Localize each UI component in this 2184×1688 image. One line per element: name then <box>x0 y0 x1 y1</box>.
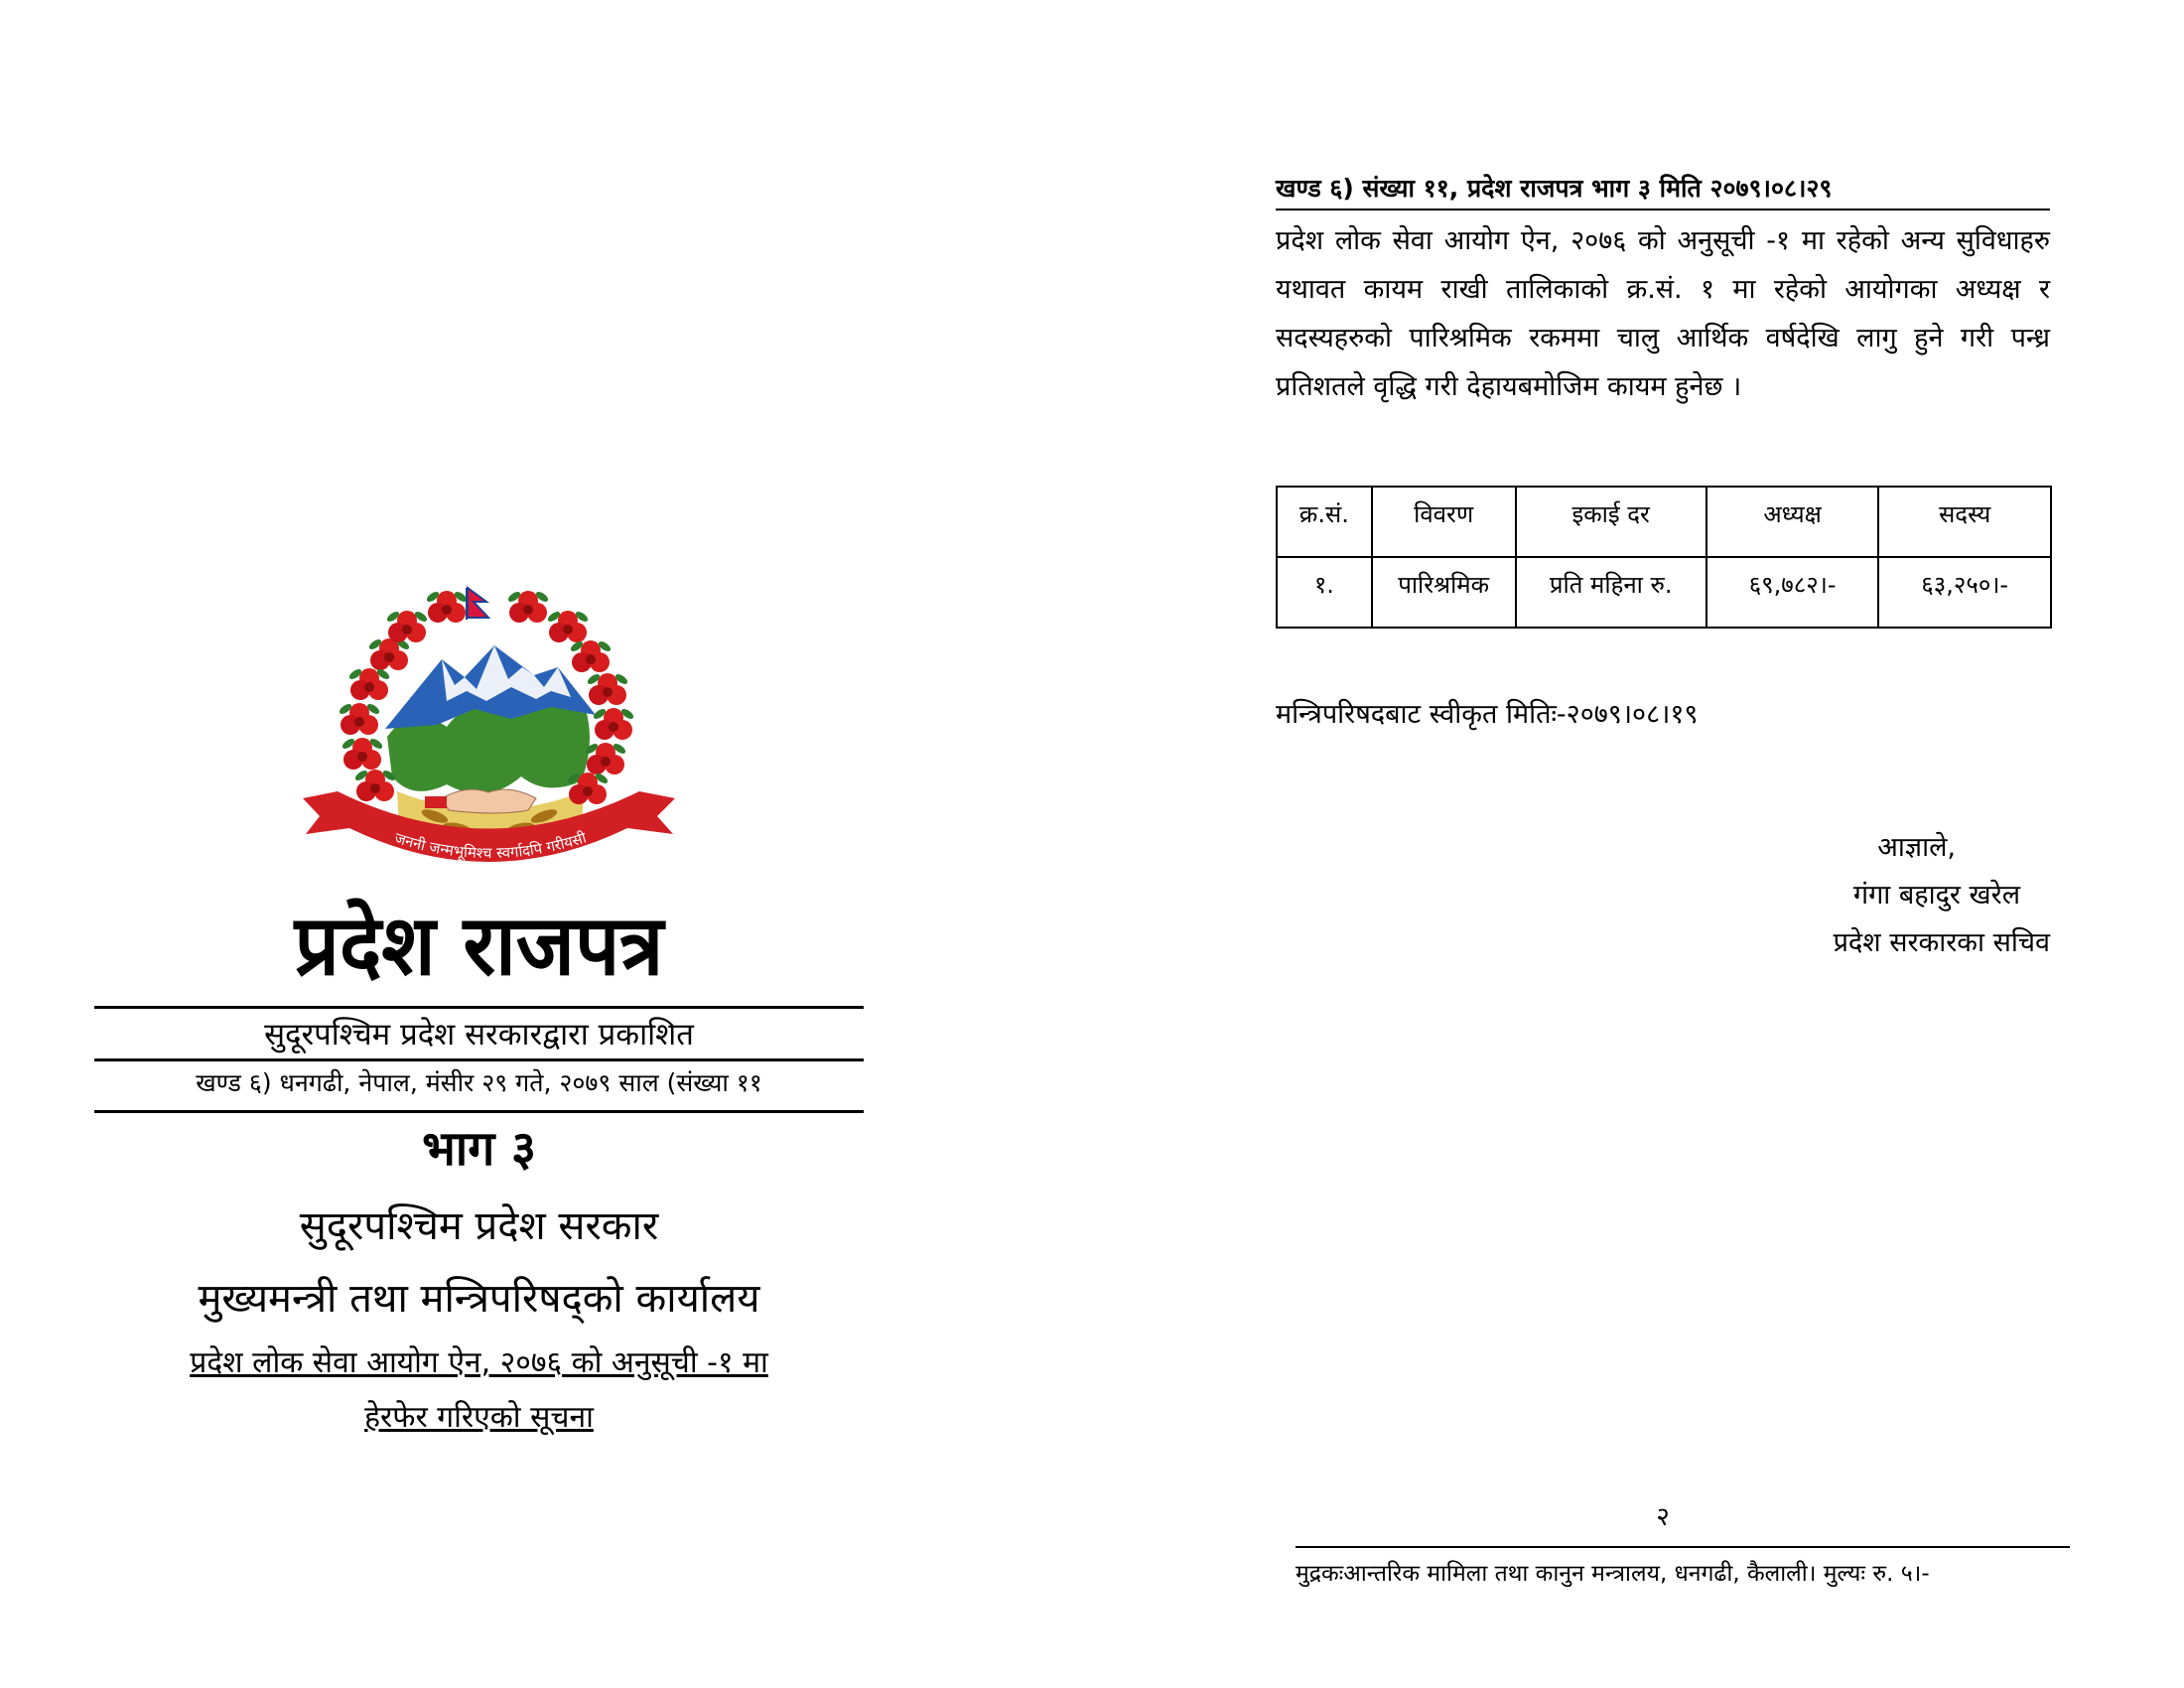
running-header: खण्ड ६) संख्या ११, प्रदेश राजपत्र भाग ३ मिति २०७९।०८।२९ <box>1276 169 2050 211</box>
body-paragraph: प्रदेश लोक सेवा आयोग ऐन, २०७६ को अनुसूची -१ मा रहेको अन्य सुविधाहरु यथावत कायम राखी तालिकाको क्र.सं. १ मा रहेको आयोगका अध्यक्ष र सदस्यहरुको पारिश्रमिक रकममा चालु आर्थिक वर्षदेखि लागु हुने गरी पन्ध्र प्रतिशतले वृद्धि गरी देहायबमोजिम कायम हुनेछ । <box>1276 225 2050 402</box>
signatory-name: गंगा बहादुर खरेल <box>1852 880 2020 911</box>
remuneration-table <box>1276 486 2052 629</box>
handshake-icon <box>442 789 536 813</box>
publisher-line: सुदूरपश्चिम प्रदेश सरकारद्वारा प्रकाशित <box>264 1017 694 1053</box>
notice-title-line2: हेरफेर गरिएको सूचना <box>364 1400 594 1435</box>
table-cell: पारिश्रमिक <box>1372 557 1516 628</box>
page-number: २ <box>1656 1502 1670 1532</box>
government-heading: सुदूरपश्चिम प्रदेश सरकार <box>299 1203 659 1249</box>
issue-line: खण्ड ६) धनगढी, नेपाल, मंसीर २९ गते, २०७९ साल (संख्या ११ <box>196 1068 762 1097</box>
nepal-flag-icon <box>467 588 488 620</box>
table-cell: प्रति महिना रु. <box>1516 557 1706 628</box>
signature-order-line: आज्ञाले, <box>1877 832 1956 863</box>
masthead-rule-middle <box>94 1058 864 1061</box>
masthead-rule-top <box>94 1006 864 1009</box>
table-header-cell: अध्यक्ष <box>1706 487 1879 557</box>
table-cell: १. <box>1277 557 1372 628</box>
printer-footer: मुद्रकःआन्तरिक मामिला तथा कानुन मन्त्रालय, धनगढी, कैलाली। मुल्यः रु. ५।- <box>1296 1561 1930 1587</box>
approval-date: मन्त्रिपरिषदबाट स्वीकृत मितिः-२०७९।०८।१९ <box>1276 699 1699 730</box>
table-header-cell: विवरण <box>1372 487 1516 557</box>
office-heading: मुख्यमन्त्री तथा मन्त्रिपरिषद्को कार्यालय <box>198 1276 760 1322</box>
table-header-cell: क्र.सं. <box>1277 487 1372 557</box>
footer-rule <box>1296 1546 2070 1548</box>
coat-of-arms-emblem <box>298 568 679 886</box>
table-header-cell: इकाई दर <box>1516 487 1706 557</box>
notice-title-line1: प्रदेश लोक सेवा आयोग ऐन, २०७६ को अनुसूची -१ मा <box>190 1345 768 1380</box>
notice-title <box>94 1336 864 1445</box>
table-cell: ६३,२५०।- <box>1878 557 2051 628</box>
table-row <box>1277 557 2051 628</box>
signatory-title: प्रदेश सरकारका सचिव <box>1833 927 2050 958</box>
table-header-row <box>1277 487 2051 557</box>
gazette-masthead: प्रदेश राजपत्र <box>294 896 664 994</box>
masthead-rule-bottom <box>94 1110 864 1113</box>
signature-block <box>1688 824 2050 967</box>
table-header-cell: सदस्य <box>1878 487 2051 557</box>
table-cell: ६९,७८२।- <box>1706 557 1879 628</box>
part-heading: भाग ३ <box>422 1121 536 1177</box>
emblem-motto: जननी जन्मभूमिश्च स्वर्गादपि गरीयसी <box>392 828 589 863</box>
